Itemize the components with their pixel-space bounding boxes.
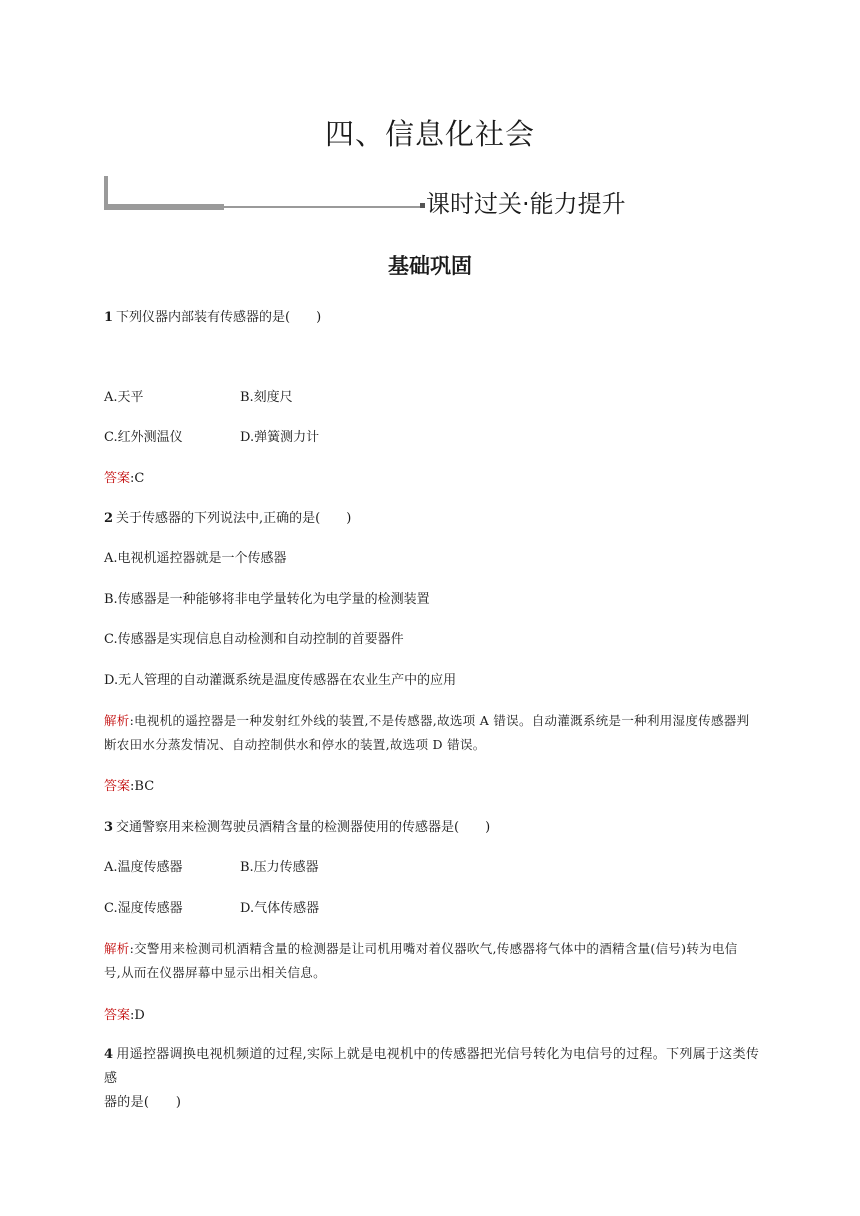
option-d: D.无人管理的自动灌溉系统是温度传感器在农业生产中的应用 (104, 673, 457, 688)
option-d: D.弹簧测力计 (240, 430, 320, 445)
question-number: 1 (104, 310, 114, 325)
option-c: C.传感器是实现信息自动检测和自动控制的首要器件 (104, 632, 404, 647)
option-c: C.红外测温仪 (104, 430, 183, 445)
question-number: 2 (104, 511, 114, 526)
option-b: B.刻度尺 (240, 390, 293, 405)
option-c: C.湿度传感器 (104, 901, 183, 916)
option-b: B.传感器是一种能够将非电学量转化为电学量的检测装置 (104, 592, 430, 607)
question-1 (104, 309, 321, 327)
explanation-label: 解析 (104, 713, 130, 728)
page-title: 四、信息化社会 (324, 117, 535, 151)
explanation-text: :电视机的遥控器是一种发射红外线的装置,不是传感器,故选项 A 错误。自动灌溉系统是一种利用湿度传感器判 (129, 713, 750, 728)
question-stem: 下列仪器内部装有传感器的是( ) (116, 310, 322, 325)
explanation-text: :交警用来检测司机酒精含量的检测器是让司机用嘴对着仪器吹气,传感器将气体中的酒精含量(信号)转为电信 (129, 941, 738, 956)
explanation-label: 解析 (104, 941, 130, 956)
answer-1 (104, 470, 144, 488)
explanation-line (104, 937, 764, 961)
explanation-line: 断农田水分蒸发情况、自动控制供水和停水的装置,故选项 D 错误。 (104, 737, 486, 752)
question-stem: 交通警察用来检测驾驶员酒精含量的检测器使用的传感器是( ) (116, 820, 491, 835)
option-a: A.温度传感器 (104, 860, 183, 875)
option-a: A.天平 (104, 390, 144, 405)
question-4 (104, 1043, 764, 1115)
section-banner (104, 176, 664, 216)
banner-dot (420, 203, 425, 208)
banner-bracket-horizontal (104, 204, 224, 210)
answer-value: :D (130, 1008, 145, 1023)
explanation-3 (104, 937, 764, 985)
question-number: 4 (104, 1047, 114, 1062)
question-line (104, 1043, 764, 1091)
answer-label: 答案 (104, 471, 131, 486)
explanation-2 (104, 709, 764, 757)
section-title: 基础巩固 (388, 254, 472, 278)
question-stem: 关于传感器的下列说法中,正确的是( ) (116, 511, 352, 526)
question-2 (104, 510, 351, 528)
option-a: A.电视机遥控器就是一个传感器 (104, 551, 287, 566)
option-b: B.压力传感器 (240, 860, 319, 875)
option-d: D.气体传感器 (240, 901, 320, 916)
answer-3 (104, 1007, 145, 1025)
banner-rule (224, 206, 420, 208)
explanation-line (104, 709, 764, 733)
explanation-line: 号,从而在仪器屏幕中显示出相关信息。 (104, 965, 326, 980)
question-line: 器的是( ) (104, 1095, 182, 1110)
question-3 (104, 819, 490, 837)
answer-value: :C (130, 471, 145, 486)
banner-subtitle: 课时过关·能力提升 (426, 190, 626, 218)
answer-2 (104, 778, 154, 796)
answer-label: 答案 (104, 779, 131, 794)
answer-label: 答案 (104, 1008, 131, 1023)
answer-value: :BC (130, 779, 155, 794)
question-number: 3 (104, 820, 114, 835)
question-stem: 用遥控器调换电视机频道的过程,实际上就是电视机中的传感器把光信号转化为电信号的过程。下列属于这类传感 (104, 1047, 760, 1086)
